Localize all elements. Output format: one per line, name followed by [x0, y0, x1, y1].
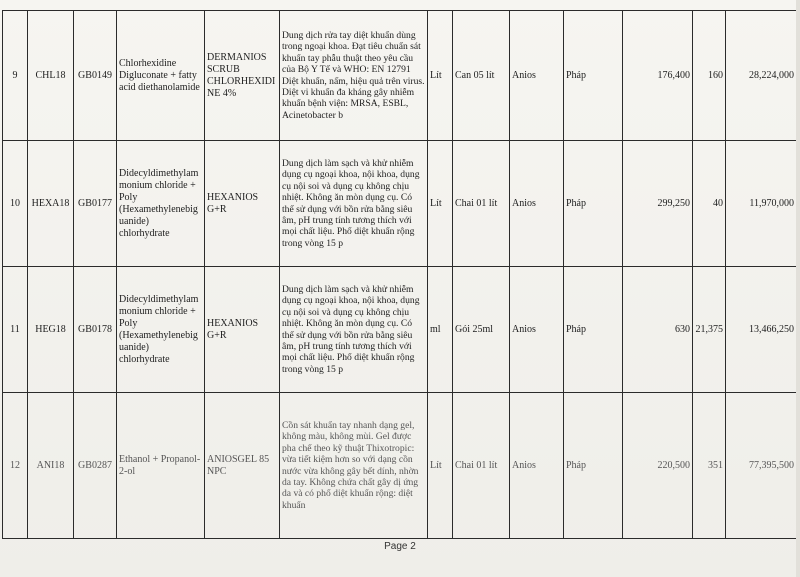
row-gb-code: GB0287	[74, 393, 117, 539]
row-price: 299,250	[623, 141, 693, 267]
row-pack: Chai 01 lít	[453, 141, 510, 267]
row-total: 13,466,250	[726, 267, 797, 393]
row-country: Pháp	[564, 267, 623, 393]
row-stt: 12	[3, 393, 28, 539]
row-price: 630	[623, 267, 693, 393]
row-description: Cồn sát khuẩn tay nhanh dạng gel, không màu, không mùi. Gel được pha chế theo kỹ thuật Thixotropic: vừa tiết kiệm hơn so với dạng cồn nước vừa không gây bết dính, nhờn da tay. Không chứa chất gây dị ứng da và có phổ diệt khuẩn rộng: diệt khuẩn	[280, 393, 428, 539]
page-number: Page 2	[384, 541, 416, 552]
row-maker: Anios	[510, 267, 564, 393]
row-country: Pháp	[564, 11, 623, 141]
row-gb-code: GB0149	[74, 11, 117, 141]
row-gb-code: GB0178	[74, 267, 117, 393]
row-country: Pháp	[564, 393, 623, 539]
table-row	[3, 141, 797, 267]
row-maker: Anios	[510, 141, 564, 267]
row-ingredient: Chlorhexidine Digluconate + fatty acid diethanolamide	[117, 11, 205, 141]
row-product: HEXANIOS G+R	[205, 141, 280, 267]
row-total: 11,970,000	[726, 141, 797, 267]
table-row	[3, 267, 797, 393]
row-pack: Can 05 lít	[453, 11, 510, 141]
row-stt: 11	[3, 267, 28, 393]
row-country: Pháp	[564, 141, 623, 267]
row-code: CHL18	[28, 11, 74, 141]
row-product: ANIOSGEL 85 NPC	[205, 393, 280, 539]
row-maker: Anios	[510, 11, 564, 141]
row-qty: 21,375	[693, 267, 726, 393]
row-description: Dung dịch làm sạch và khử nhiễm dụng cụ ngoại khoa, nội khoa, dụng cụ nội soi và dụng cụ không chịu nhiệt. Không ăn mòn dụng cụ. Có thể sử dụng với bồn rửa bằng siêu âm, pH trung tính tương thích với mọi chất liệu. Phổ diệt khuẩn rộng trong vòng 15 p	[280, 267, 428, 393]
row-ingredient: Ethanol + Propanol-2-ol	[117, 393, 205, 539]
row-unit: Lít	[428, 393, 453, 539]
row-ingredient: Didecyldimethylammonium chloride + Poly (Hexamethylenebiguanide) chlorhydrate	[117, 141, 205, 267]
row-maker: Anios	[510, 393, 564, 539]
row-stt: 9	[3, 11, 28, 141]
row-gb-code: GB0177	[74, 141, 117, 267]
table-row	[3, 11, 797, 141]
row-price: 176,400	[623, 11, 693, 141]
row-code: HEG18	[28, 267, 74, 393]
row-qty: 40	[693, 141, 726, 267]
row-ingredient: Didecyldimethylammonium chloride + Poly (Hexamethylenebiguanide) chlorhydrate	[117, 267, 205, 393]
row-pack: Chai 01 lít	[453, 393, 510, 539]
row-code: ANI18	[28, 393, 74, 539]
row-description: Dung dịch rửa tay diệt khuẩn dùng trong ngoại khoa. Đạt tiêu chuẩn sát khuẩn tay phẫu thuật theo yêu cầu của Bộ Y Tế và WHO: EN 12791 Diệt khuẩn, nấm, hiệu quả trên virus. Diệt vi khuẩn đa kháng gây nhiễm khuẩn bệnh viện: MRSA, ESBL, Acinetobacter b	[280, 11, 428, 141]
row-qty: 160	[693, 11, 726, 141]
row-product: HEXANIOS G+R	[205, 267, 280, 393]
row-pack: Gói 25ml	[453, 267, 510, 393]
table-body	[3, 11, 797, 539]
row-description: Dung dịch làm sạch và khử nhiễm dụng cụ ngoại khoa, nội khoa, dụng cụ nội soi và dụng cụ không chịu nhiệt. Không ăn mòn dụng cụ. Có thể sử dụng với bồn rửa bằng siêu âm, pH trung tính tương thích với mọi chất liệu. Phổ diệt khuẩn rộng trong vòng 15 p	[280, 141, 428, 267]
row-unit: Lít	[428, 141, 453, 267]
row-unit: ml	[428, 267, 453, 393]
row-stt: 10	[3, 141, 28, 267]
row-code: HEXA18	[28, 141, 74, 267]
row-total: 28,224,000	[726, 11, 797, 141]
row-product: DERMANIOS SCRUB CHLORHEXIDINE 4%	[205, 11, 280, 141]
row-qty: 351	[693, 393, 726, 539]
row-price: 220,500	[623, 393, 693, 539]
row-total: 77,395,500	[726, 393, 797, 539]
row-unit: Lít	[428, 11, 453, 141]
product-table	[2, 10, 797, 539]
page-edge-divider	[796, 0, 800, 577]
table-row	[3, 393, 797, 539]
